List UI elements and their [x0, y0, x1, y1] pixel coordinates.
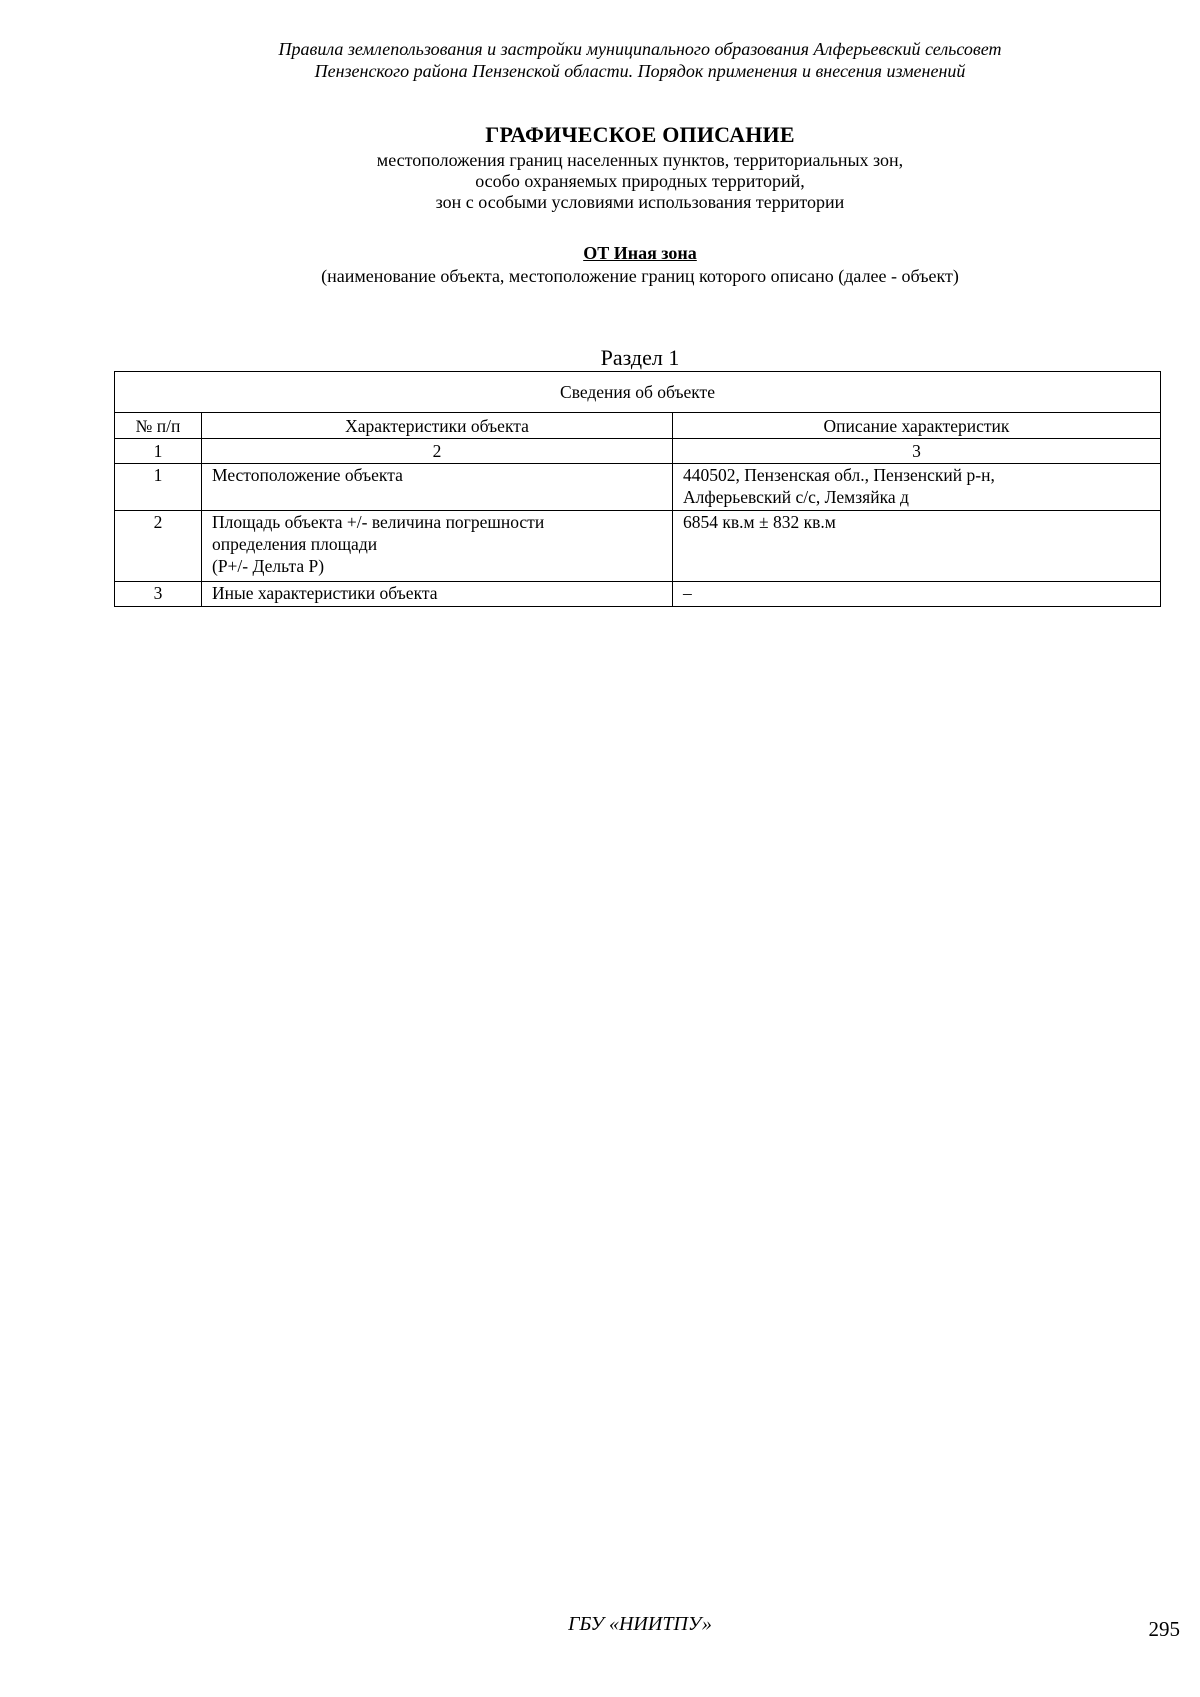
column-number-cell: 3 [673, 439, 1161, 464]
table-header-row [115, 413, 1161, 439]
description-text: – [683, 583, 692, 603]
header-cell-description: Описание характеристик [673, 413, 1161, 439]
description-cell [673, 582, 1161, 607]
header-cell-characteristic: Характеристики объекта [202, 413, 673, 439]
object-name: ОТ Иная зона [583, 243, 697, 263]
column-number-cell: 1 [115, 439, 202, 464]
characteristic-text: Иные характеристики объекта [212, 583, 438, 603]
document-header [0, 38, 1200, 82]
header-cell-number: № п/п [115, 413, 202, 439]
header-line-1: Правила землепользования и застройки муниципального образования Алферьевский сельсовет [278, 39, 1002, 59]
section-title: Раздел 1 [600, 345, 680, 370]
characteristic-text: Площадь объекта +/- величина погрешности [212, 512, 545, 532]
description-text: 6854 кв.м ± 832 кв.м [683, 512, 836, 532]
document-subtitle [0, 150, 1200, 213]
characteristic-text: определения площади [212, 534, 378, 554]
table-caption: Сведения об объекте [115, 372, 1161, 413]
row-number-cell: 2 [115, 511, 202, 582]
column-number-row [115, 439, 1161, 464]
row-number-cell: 1 [115, 464, 202, 511]
table-caption-row [115, 372, 1161, 413]
characteristic-text: Местоположение объекта [212, 465, 403, 485]
subtitle-line-2: особо охраняемых природных территорий, [475, 171, 805, 191]
object-info-table [114, 371, 1161, 607]
characteristic-cell [202, 582, 673, 607]
document-title: ГРАФИЧЕСКОЕ ОПИСАНИЕ [485, 122, 795, 147]
description-cell [673, 511, 1161, 582]
header-line-2: Пензенского района Пензенской области. Порядок применения и внесения изменений [314, 61, 966, 81]
subtitle-line-1: местоположения границ населенных пунктов, территориальных зон, [376, 150, 904, 170]
characteristic-cell [202, 511, 673, 582]
column-number-cell: 2 [202, 439, 673, 464]
row-number-cell: 3 [115, 582, 202, 607]
page-number: 295 [1148, 1617, 1180, 1641]
description-cell [673, 464, 1161, 511]
characteristic-cell [202, 464, 673, 511]
characteristic-text: (Р+/- Дельта Р) [212, 556, 325, 576]
description-text: Алферьевский с/с, Лемзяйка д [683, 487, 909, 507]
subtitle-line-3: зон с особыми условиями использования территории [435, 192, 845, 212]
footer-organization: ГБУ «НИИТПУ» [568, 1613, 712, 1635]
table-row [115, 464, 1161, 511]
description-text: 440502, Пензенская обл., Пензенский р-н, [683, 465, 995, 485]
object-caption: (наименование объекта, местоположение границ которого описано (далее - объект) [321, 266, 959, 286]
table-row [115, 582, 1161, 607]
table-row [115, 511, 1161, 582]
